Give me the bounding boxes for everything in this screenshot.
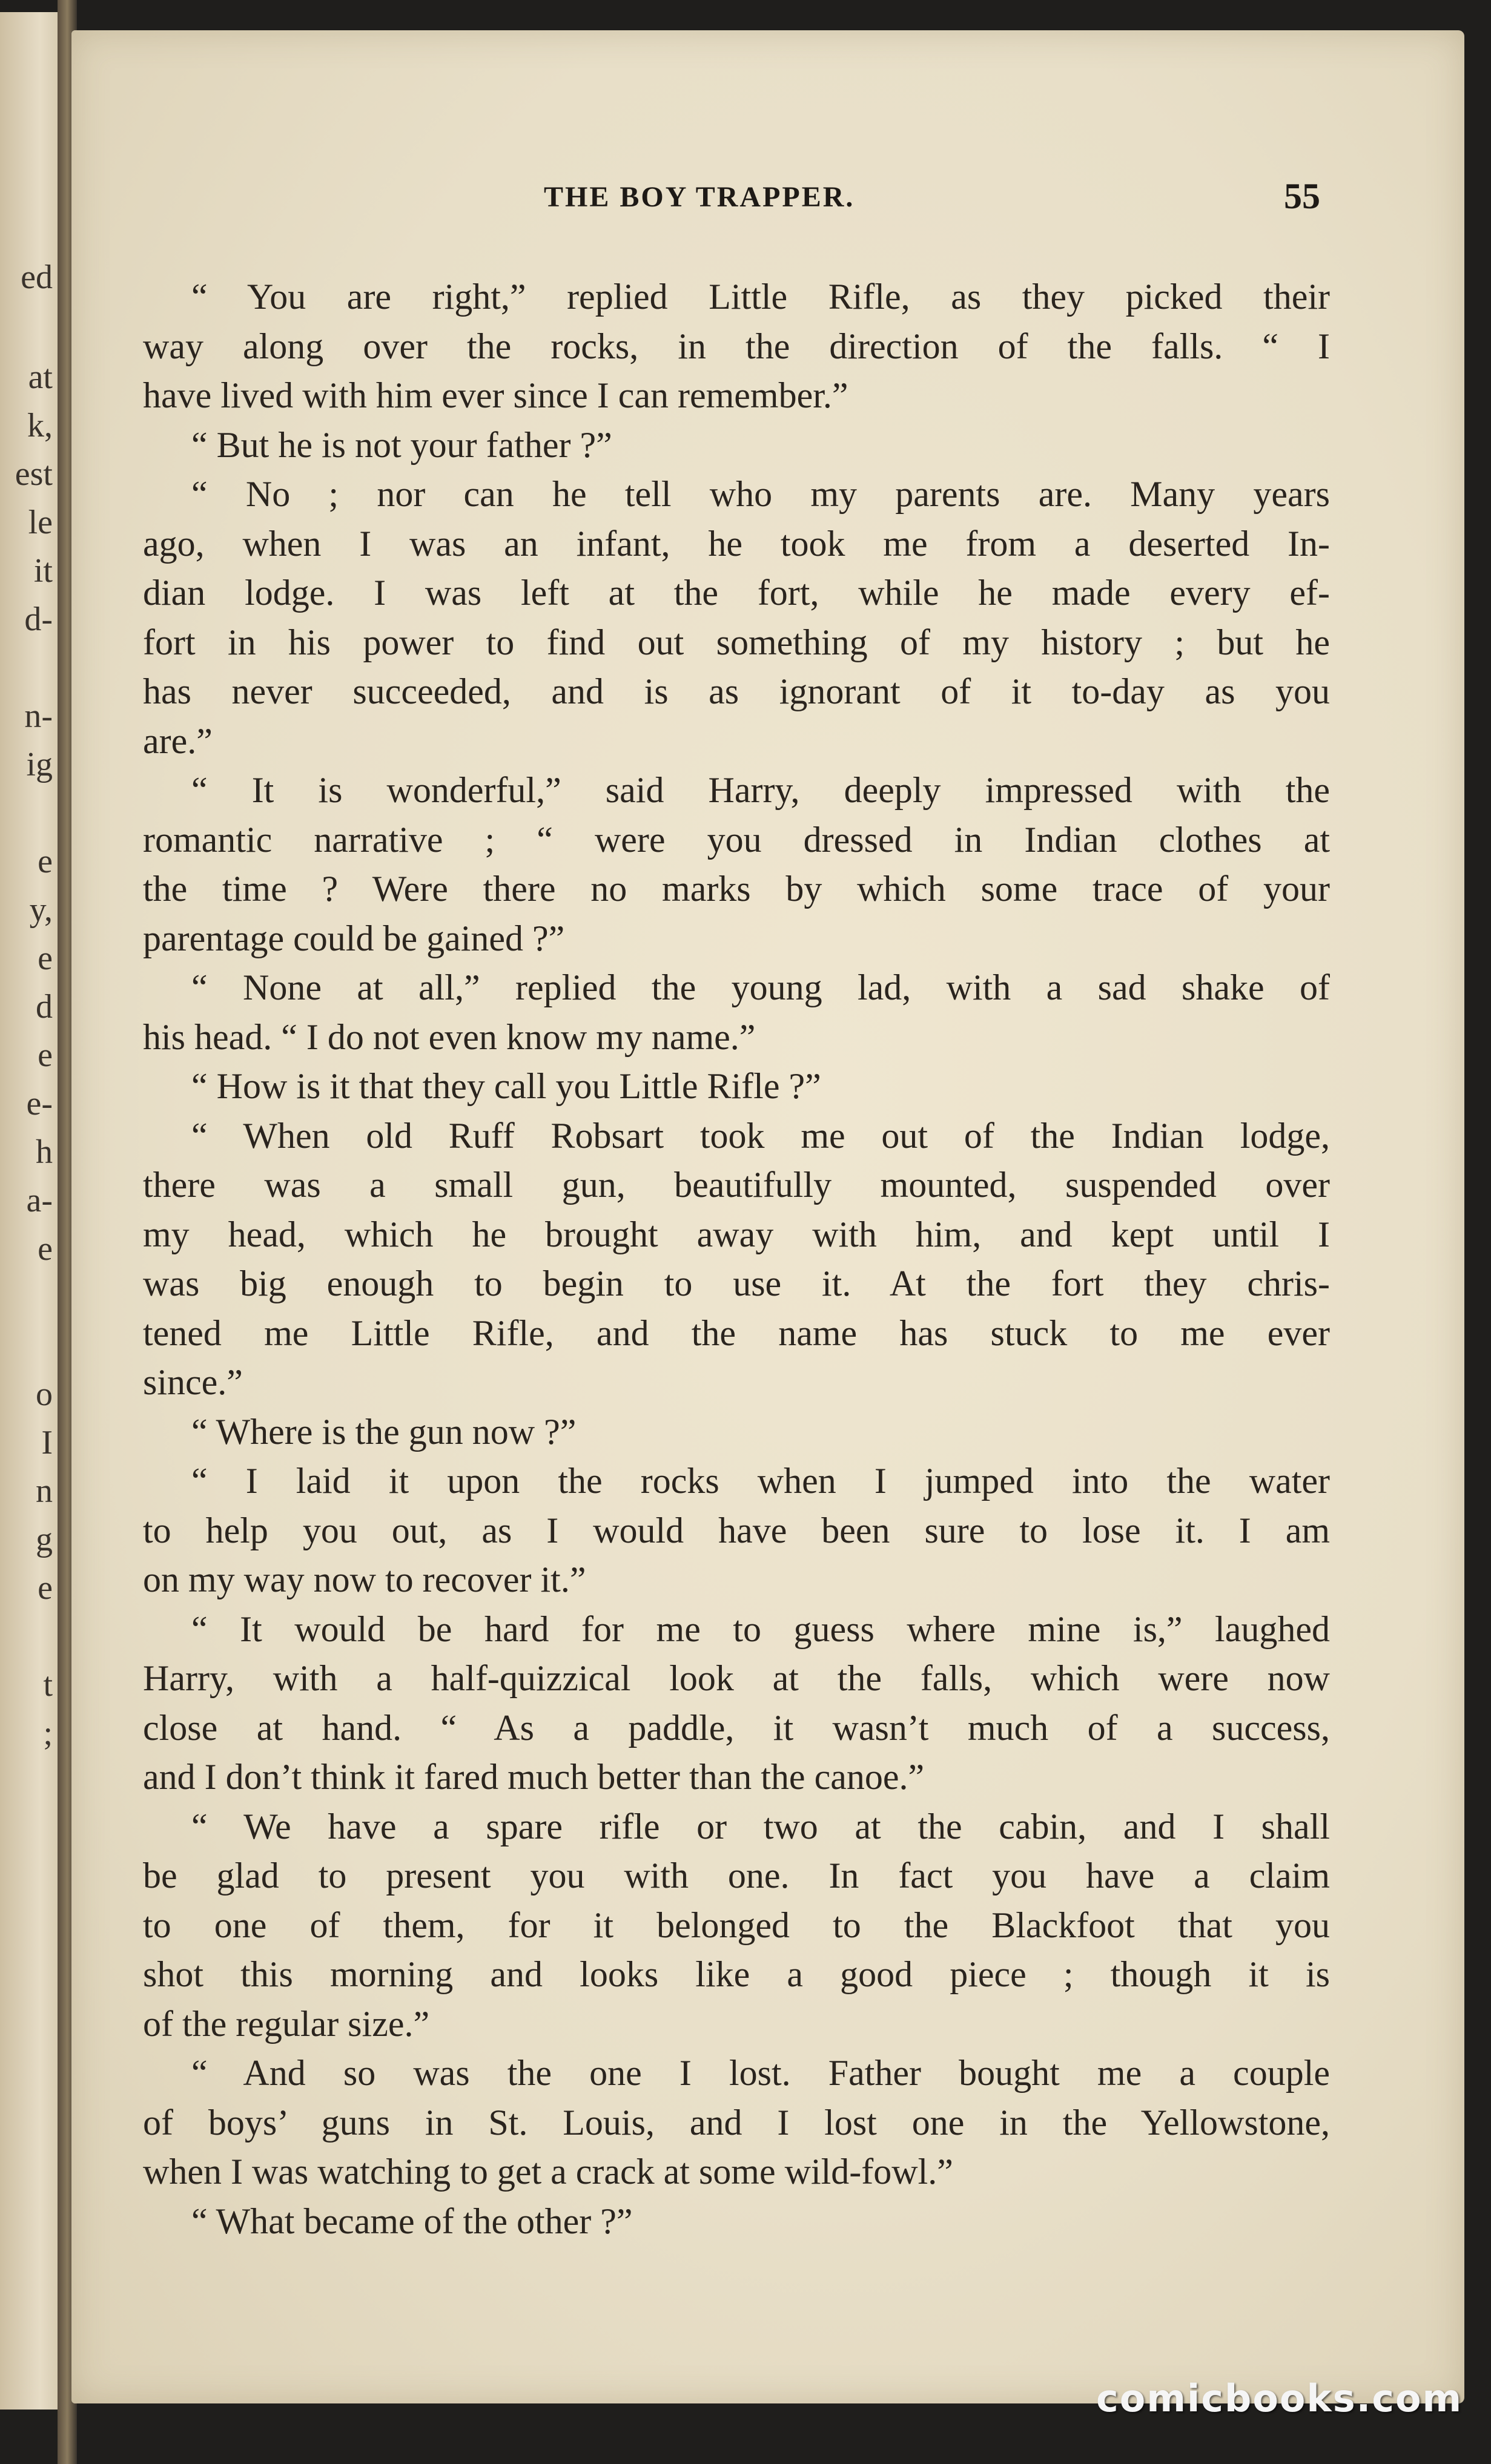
text-line: dian lodge. I was left at the fort, while he made every ef- [143,573,1330,613]
text-line: my head, which he brought away with him, and kept until I [143,1214,1330,1254]
text-line: has never succeeded, and is as ignorant of it to-day as you [143,671,1330,711]
margin-fragment: it [33,552,53,590]
text-line: “ Where is the gun now ?” [191,1411,577,1452]
margin-fragment: e- [26,1085,53,1122]
text-line: his head. “ I do not even know my name.” [143,1016,756,1057]
running-head [71,176,1464,235]
margin-fragment: o [36,1375,53,1413]
text-line: of boys’ guns in St. Louis, and I lost one in the Yellowstone, [143,2102,1330,2143]
page-number: 55 [1284,176,1320,216]
text-line: Harry, with a half-quizzical look at the falls, which were now [143,1658,1330,1698]
text-line: “ How is it that they call you Little Rifle ?” [191,1066,821,1106]
text-line: “ We have a spare rifle or two at the cabin, and I shall [191,1806,1330,1846]
text-line: there was a small gun, beautifully mounted, suspended over [143,1165,1330,1205]
text-line: to help you out, as I would have been sure to lose it. I am [143,1510,1330,1550]
margin-fragment: g [36,1521,53,1558]
text-line: parentage could be gained ?” [143,918,565,958]
margin-fragment: e [38,940,53,977]
body-text [143,272,1330,2246]
text-line: “ None at all,” replied the young lad, with a sad shake of [191,967,1330,1007]
margin-fragment: ig [26,746,53,783]
text-line: “ But he is not your father ?” [191,424,612,465]
text-line: to one of them, for it belonged to the Blackfoot that you [143,1905,1330,1945]
margin-fragment: e [38,843,53,880]
text-line: shot this morning and looks like a good piece ; though it is [143,1954,1330,1994]
margin-fragment: ; [43,1715,53,1752]
text-line: the time ? Were there no marks by which some trace of your [143,869,1330,909]
text-line: “ When old Ruff Robsart took me out of the Indian lodge, [191,1115,1330,1156]
margin-fragment: e [38,1230,53,1268]
text-line: since.” [143,1362,243,1402]
margin-fragment: e [38,1569,53,1607]
margin-fragment: a- [26,1182,53,1219]
margin-fragment: le [28,504,53,541]
running-title: THE BOY TRAPPER. [544,181,855,213]
margin-fragment: n [36,1472,53,1510]
text-line: be glad to present you with one. In fact you have a claim [143,1856,1330,1896]
text-line: “ What became of the other ?” [191,2201,633,2241]
text-line: tened me Little Rifle, and the name has stuck to me ever [143,1313,1330,1353]
margin-fragment: n- [24,697,53,735]
text-line: romantic narrative ; “ were you dressed in Indian clothes at [143,819,1330,860]
text-line: was big enough to begin to use it. At the fort they chris- [143,1263,1330,1303]
margin-fragment: k, [27,407,53,444]
text-line: “ You are right,” replied Little Rifle, as they picked their [191,277,1330,317]
margin-fragment: d [36,988,53,1026]
text-line: when I was watching to get a crack at some wild-fowl.” [143,2152,953,2192]
text-line: fort in his power to find out something of my history ; but he [143,622,1330,662]
margin-fragment: e [38,1036,53,1074]
text-line: and I don’t think it fared much better than the canoe.” [143,1757,925,1797]
margin-fragment: y, [29,891,53,929]
site-watermark: comicbooks.com [1096,2376,1463,2420]
text-line: have lived with him ever since I can remember.” [143,375,848,415]
margin-fragment: h [36,1133,53,1171]
margin-fragment: ed [21,259,53,296]
text-line: “ It is wonderful,” said Harry, deeply impressed with the [191,770,1330,810]
text-line: “ I laid it upon the rocks when I jumped into the water [191,1461,1330,1501]
previous-page-edge [0,12,58,2410]
margin-fragment: t [43,1666,53,1704]
margin-fragment: I [41,1424,53,1461]
text-line: ago, when I was an infant, he took me from a deserted In- [143,523,1330,564]
page-55 [71,30,1464,2403]
text-line: of the regular size.” [143,2003,430,2044]
margin-fragment: est [15,455,53,493]
text-line: are.” [143,720,213,761]
margin-fragment: d- [24,601,53,638]
text-line: way along over the rocks, in the direction of the falls. “ I [143,326,1330,366]
text-line: “ And so was the one I lost. Father bought me a couple [191,2053,1330,2093]
text-line: “ No ; nor can he tell who my parents are. Many years [191,474,1330,514]
margin-fragment: at [28,358,53,396]
text-line: on my way now to recover it.” [143,1560,586,1599]
text-line: “ It would be hard for me to guess where mine is,” laughed [191,1609,1330,1649]
text-line: close at hand. “ As a paddle, it wasn’t much of a success, [143,1707,1330,1748]
